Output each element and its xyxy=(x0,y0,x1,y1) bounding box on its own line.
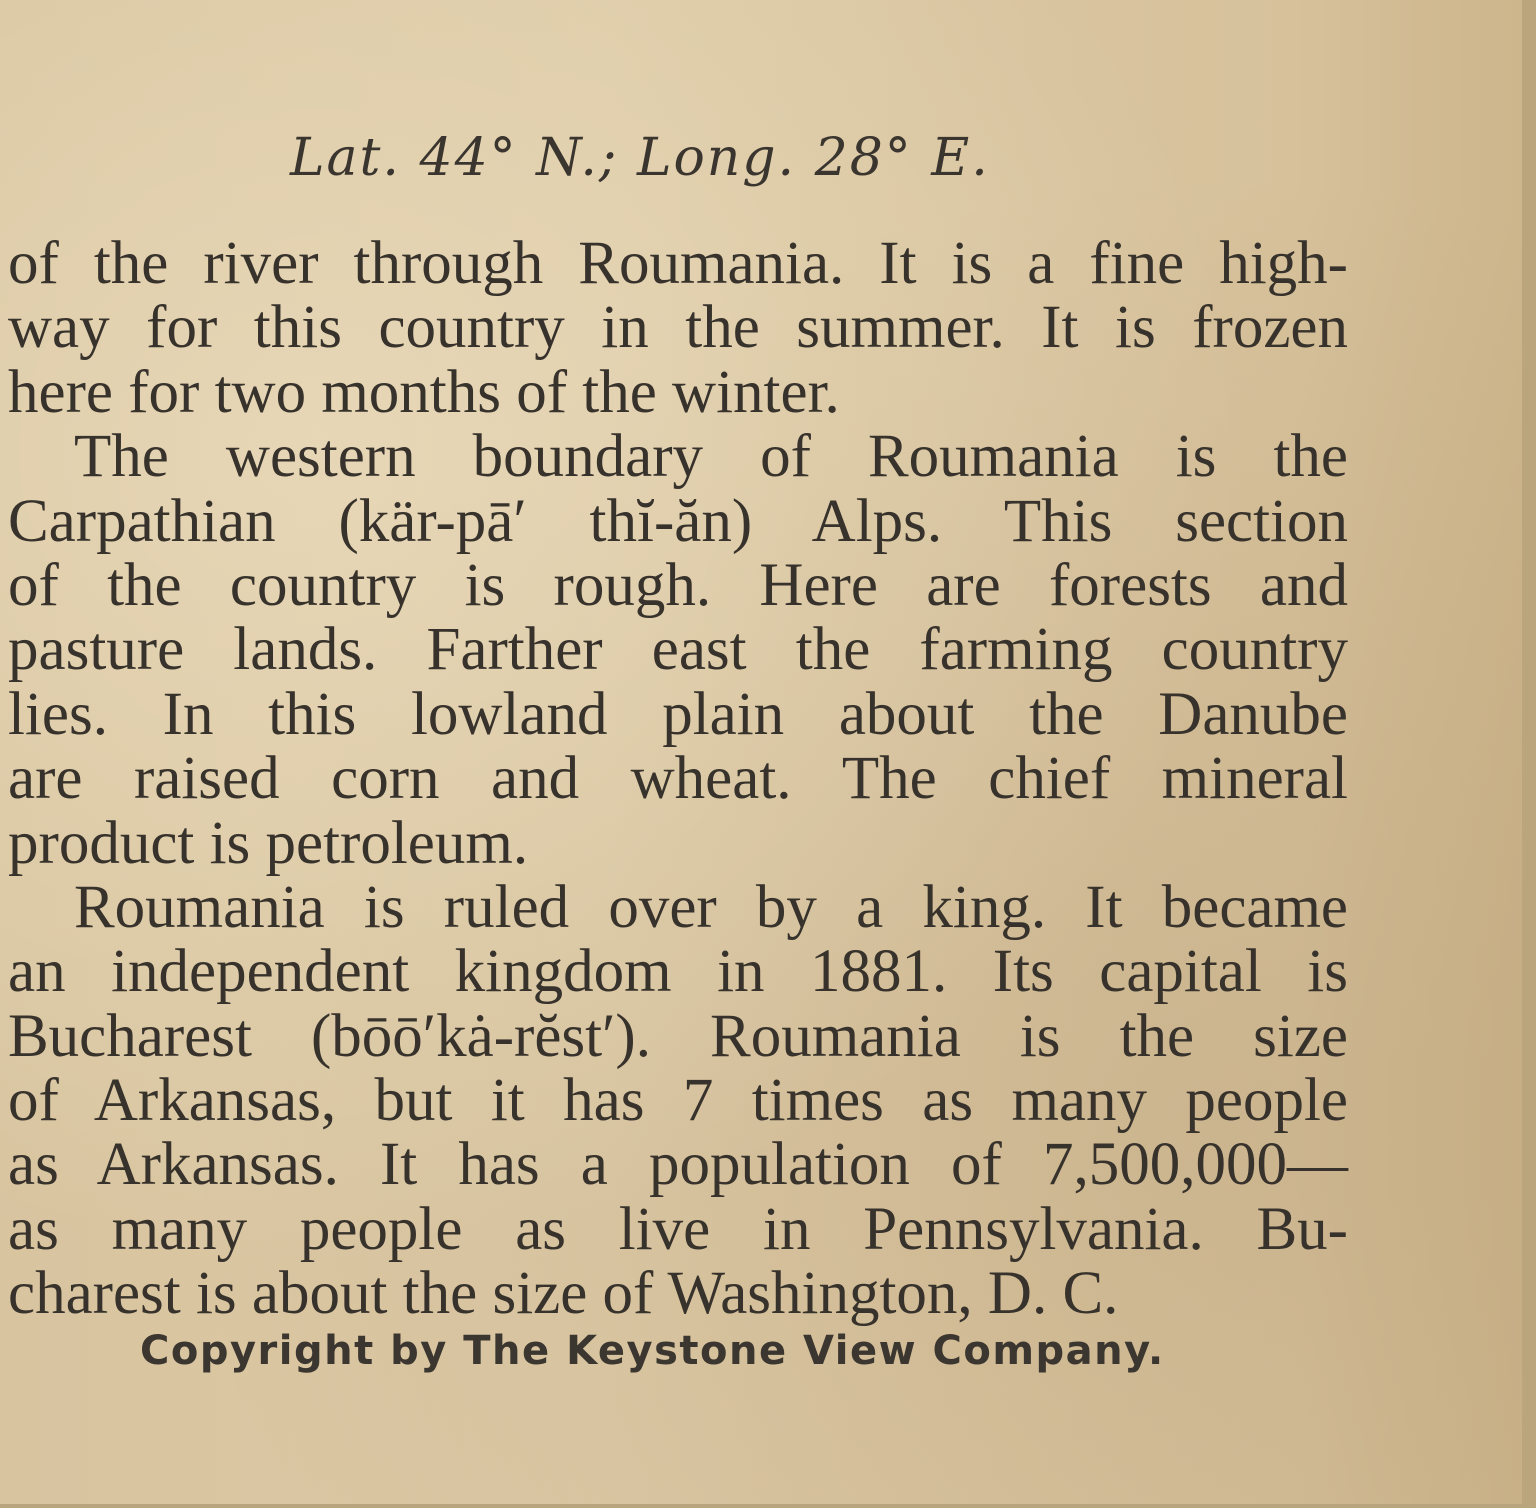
text-line: Carpathian (kär-pā′ thĭ-ăn) Alps. This section xyxy=(8,487,1348,555)
text-line: of the country is rough. Here are forests and xyxy=(8,551,1348,619)
text-line: product is petroleum. xyxy=(8,809,529,877)
text-line: here for two months of the winter. xyxy=(8,358,840,426)
text-line: as Arkansas. It has a population of 7,500,000— xyxy=(8,1131,1348,1199)
text-line: an independent kingdom in 1881. Its capital is xyxy=(8,938,1348,1006)
text-line: are raised corn and wheat. The chief mineral xyxy=(8,745,1348,813)
description-text xyxy=(8,232,1348,1327)
text-line: charest is about the size of Washington, D. C. xyxy=(8,1260,1119,1328)
text-line: as many people as live in Pennsylvania. Bu- xyxy=(8,1195,1348,1263)
coordinates-heading: Lat. 44° N.; Long. 28° E. xyxy=(290,128,990,188)
text-line: way for this country in the summer. It is frozen xyxy=(8,294,1348,362)
copyright-notice: Copyright by The Keystone View Company. xyxy=(140,1328,1165,1374)
text-line: pasture lands. Farther east the farming country xyxy=(8,616,1348,684)
text-line: The western boundary of Roumania is the xyxy=(74,423,1348,491)
text-line: Roumania is ruled over by a king. It became xyxy=(74,873,1348,941)
text-line: of the river through Roumania. It is a fine high- xyxy=(8,230,1348,297)
text-line: Bucharest (bōō′kȧ-rĕst′). Roumania is the size xyxy=(8,1002,1348,1070)
text-line: lies. In this lowland plain about the Danube xyxy=(8,680,1348,748)
text-line: of Arkansas, but it has 7 times as many people xyxy=(8,1067,1348,1135)
